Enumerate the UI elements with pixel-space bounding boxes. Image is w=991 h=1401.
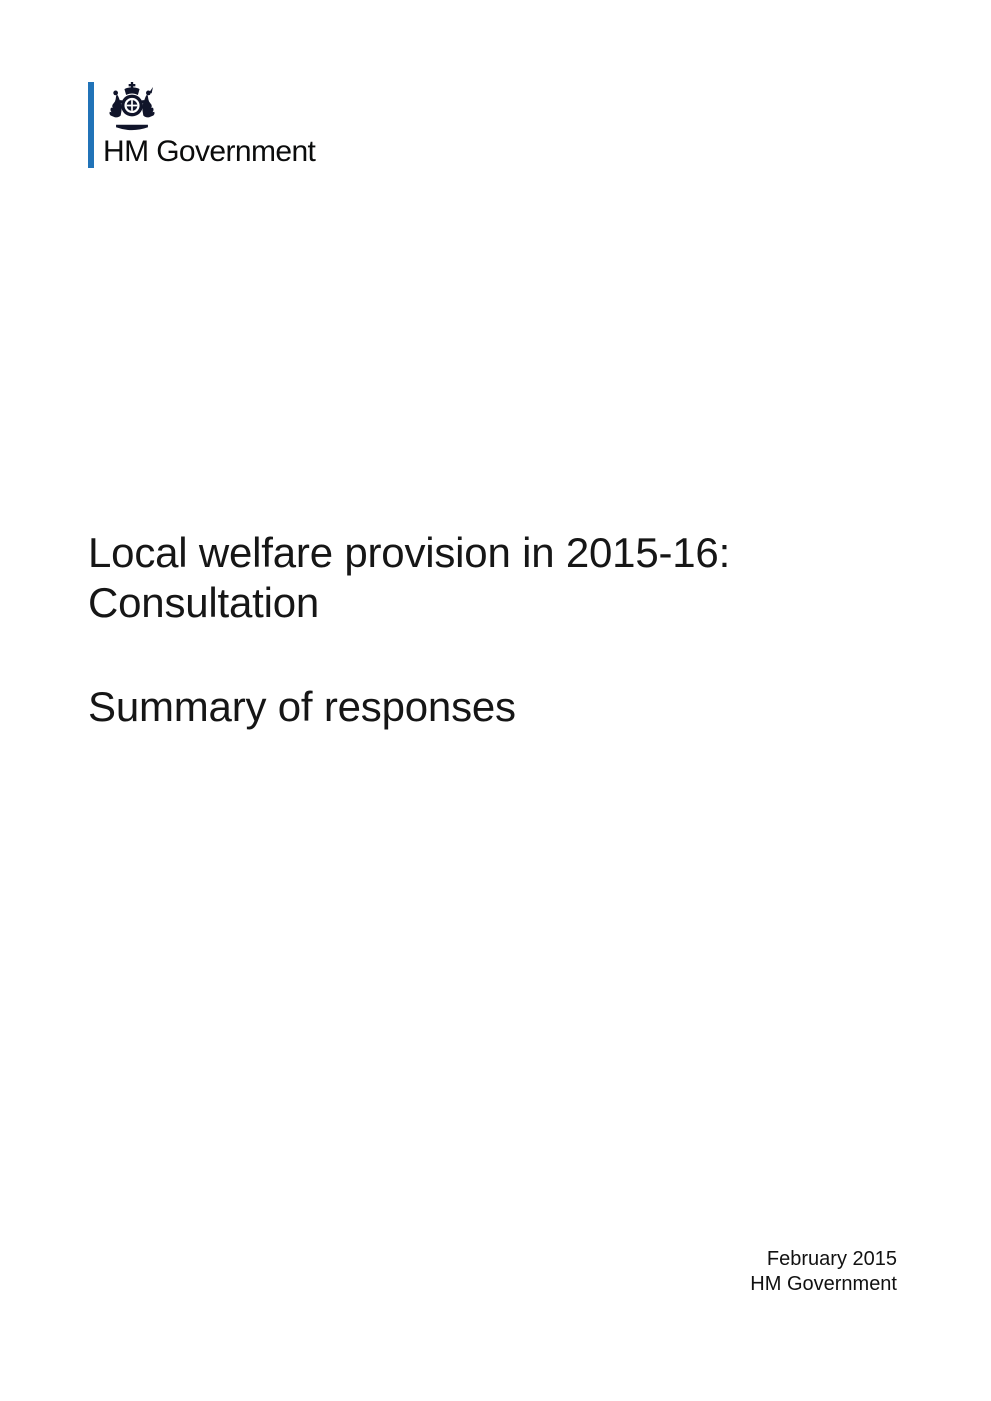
title-line-2: Consultation — [88, 579, 320, 626]
footer-org: HM Government — [750, 1273, 897, 1295]
document-title — [88, 528, 730, 628]
royal-coat-of-arms-icon — [104, 82, 315, 134]
cover-footer — [750, 1247, 897, 1297]
hm-government-logo — [88, 82, 315, 168]
document-subtitle: Summary of responses — [88, 683, 516, 730]
title-line-1: Local welfare provision in 2015-16: — [88, 529, 731, 576]
logo-wordmark: HM Government — [103, 135, 316, 168]
logo-blue-bar — [88, 82, 94, 168]
footer-date: February 2015 — [766, 1248, 897, 1270]
